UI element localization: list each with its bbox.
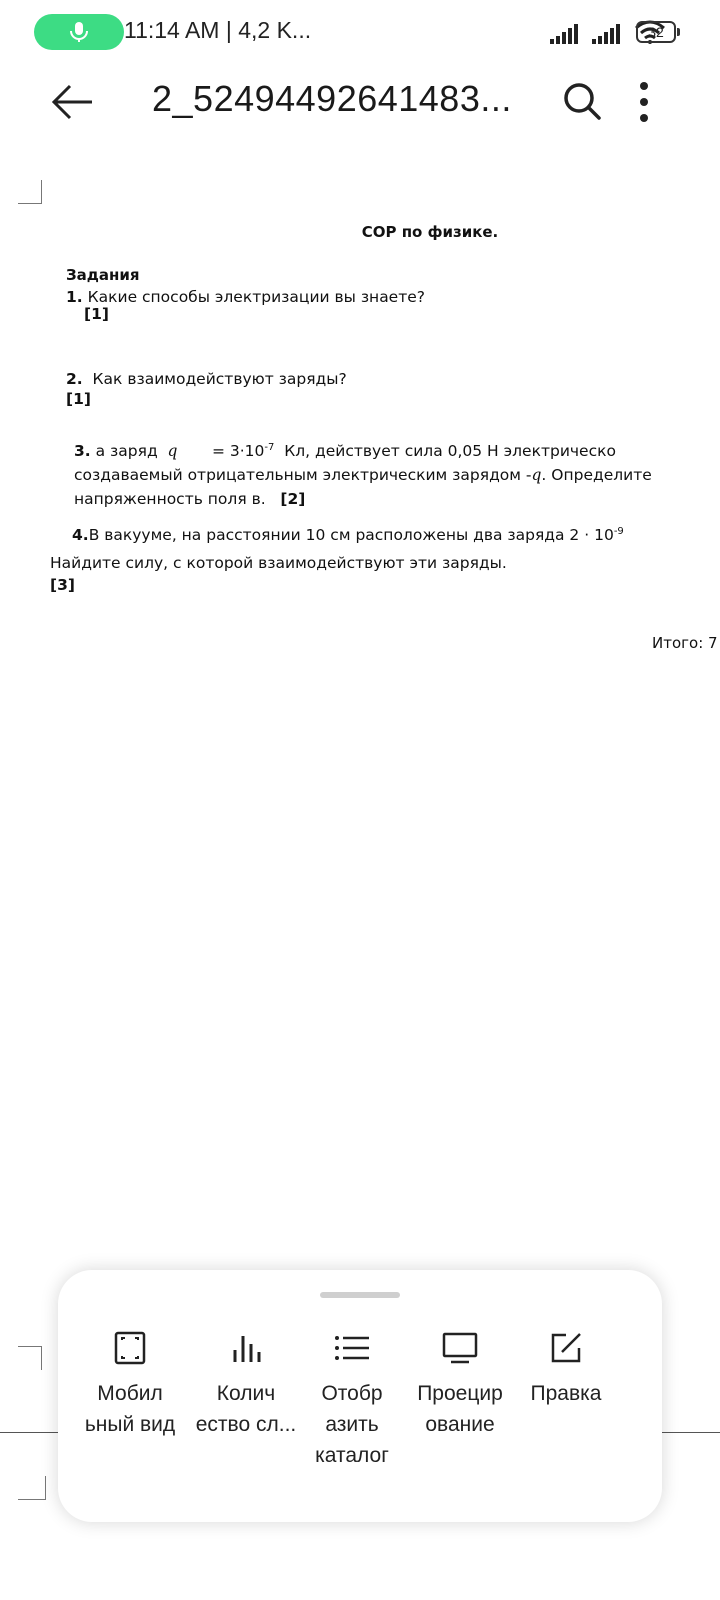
question-number: 4. [72, 526, 89, 545]
label-line: азить [325, 1413, 379, 1436]
page-break-line [0, 1432, 58, 1433]
question-1-mark: [1] [84, 305, 109, 323]
question-text-part: создаваемый отрицательным электрическим зарядом - [74, 466, 532, 485]
question-text-part: = 3·10 [211, 442, 265, 461]
status-bar [0, 0, 720, 66]
label-line: Колич [216, 1382, 276, 1405]
microphone-icon [67, 21, 91, 43]
question-number: 3. [74, 442, 91, 461]
app-bar [0, 66, 720, 138]
menu-item-label [188, 1378, 304, 1440]
question-4 [72, 526, 624, 544]
status-time: 11:14 AM | 4,2 K... [124, 17, 312, 43]
question-1 [66, 288, 425, 306]
question-4-line-2: Найдите силу, с которой взаимодействуют эти заряды. [50, 554, 507, 572]
projection-icon [441, 1330, 479, 1366]
battery-tip [677, 28, 680, 36]
question-2 [66, 370, 347, 388]
label-line: Мобил [97, 1382, 163, 1405]
more-vertical-icon[interactable] [636, 80, 652, 124]
menu-item-edit[interactable] [508, 1330, 624, 1409]
question-text-part: . Определите [541, 466, 652, 485]
question-text-part: а заряд [95, 442, 158, 461]
question-4-mark: [3] [50, 576, 75, 594]
question-number: 2. [66, 370, 83, 388]
drag-handle[interactable] [320, 1292, 400, 1298]
word-count-icon [229, 1330, 263, 1366]
question-3-mark: [2] [280, 490, 306, 509]
question-text: Как взаимодействуют заряды? [92, 370, 347, 388]
label-line: ество сл... [195, 1413, 297, 1436]
menu-item-mobile-view[interactable] [72, 1330, 188, 1440]
document-heading: СОР по физике. [361, 223, 499, 241]
document-title: 2_52494492641483... [152, 78, 512, 119]
menu-item-label [294, 1378, 410, 1471]
total-score: Итого: 7 [652, 634, 718, 652]
menu-item-label [402, 1378, 518, 1440]
label-line: Отобр [321, 1382, 383, 1405]
exponent: -9 [613, 526, 624, 537]
charge-symbol: q [167, 442, 178, 461]
signal-strength-icon [550, 24, 584, 44]
menu-item-show-catalog[interactable] [294, 1330, 410, 1471]
label-line: ование [425, 1413, 495, 1436]
label-line: Проецир [417, 1382, 503, 1405]
question-text-part: Кл, действует сила 0,05 Н электрическо [284, 442, 616, 461]
question-text: В вакууме, на расстоянии 10 см расположены два заряда 2 · 10 [88, 526, 614, 545]
edit-icon [548, 1330, 584, 1366]
catalog-list-icon [333, 1330, 371, 1366]
bottom-sheet-menu [58, 1270, 662, 1522]
page-corner-mark [18, 1346, 42, 1370]
menu-item-label [508, 1378, 624, 1409]
page-corner-mark [18, 180, 42, 204]
exponent: -7 [264, 442, 275, 453]
question-number: 1. [66, 288, 83, 306]
signal-strength-icon-2 [592, 24, 626, 44]
page-break-line [662, 1432, 720, 1433]
menu-item-projection[interactable] [402, 1330, 518, 1440]
battery-indicator: 32 [636, 21, 676, 43]
question-text: Какие способы электризации вы знаете? [87, 288, 426, 306]
label-line: ьный вид [84, 1413, 176, 1436]
arrow-left-icon[interactable] [50, 82, 96, 122]
section-title: Задания [66, 266, 140, 284]
menu-item-label [72, 1378, 188, 1440]
question-2-mark: [1] [66, 390, 91, 408]
mobile-view-icon [113, 1330, 147, 1366]
label-line: Правка [530, 1382, 602, 1405]
menu-item-word-count[interactable] [188, 1330, 304, 1440]
question-3 [74, 436, 720, 511]
search-icon[interactable] [562, 80, 602, 122]
question-text-part: напряженность поля в. [74, 490, 266, 509]
mic-active-indicator[interactable] [34, 14, 124, 50]
page-corner-mark [18, 1476, 46, 1500]
label-line: каталог [315, 1444, 389, 1467]
charge-symbol: q [531, 466, 542, 485]
